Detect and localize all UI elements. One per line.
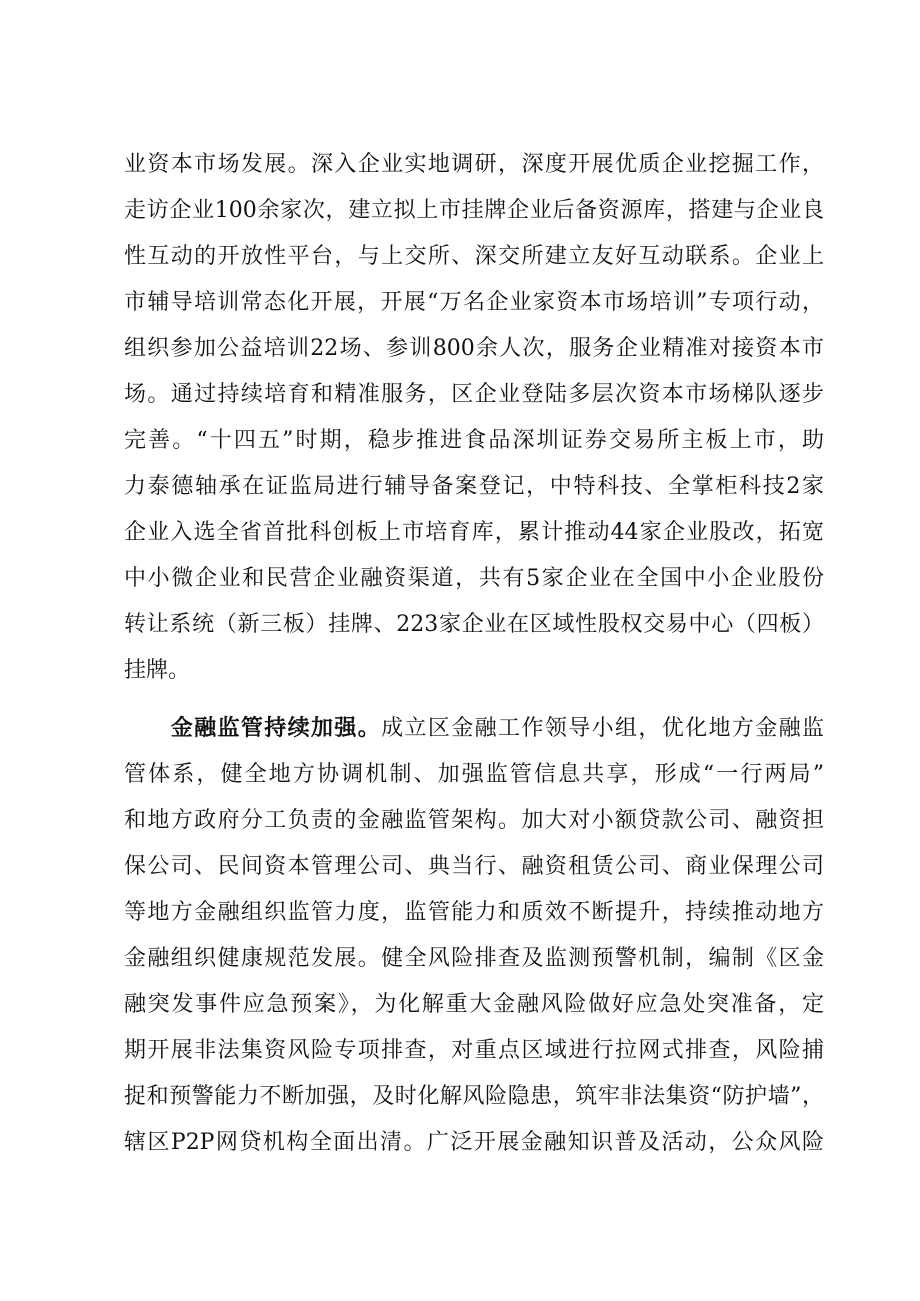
- text-line: 市辅导培训常态化开展，开展“万名企业家资本市场培训”专项行动，: [124, 290, 824, 315]
- text-line: 性互动的开放性平台，与上交所、深交所建立友好互动联系。企业上: [124, 244, 824, 269]
- text-line: 保公司、民间资本管理公司、典当行、融资租赁公司、商业保理公司: [124, 854, 824, 879]
- first-line-text: 成立区金融工作领导小组，优化地方金融监: [381, 716, 824, 741]
- paragraph-capital-market: [124, 142, 824, 694]
- text-line: 场。通过持续培育和精准服务，区企业登陆多层次资本市场梯队逐步: [124, 382, 824, 407]
- text-line: 金融组织健康规范发展。健全风险排查及监测预警机制，编制《区金: [124, 946, 824, 971]
- text-line: 期开展非法集资风险专项排查，对重点区域进行拉网式排查，风险捕: [124, 1038, 824, 1063]
- body-text: [124, 142, 824, 1166]
- text-line: 业资本市场发展。深入企业实地调研，深度开展优质企业挖掘工作，: [124, 152, 824, 177]
- text-line: 挂牌。: [124, 658, 191, 683]
- text-line: 企业入选全省首批科创板上市培育库，累计推动44家企业股改，拓宽: [124, 520, 824, 545]
- text-line: 走访企业100余家次，建立拟上市挂牌企业后备资源库，搭建与企业良: [124, 198, 824, 223]
- text-line-first: [124, 706, 824, 752]
- text-line: 捉和预警能力不断加强，及时化解风险隐患，筑牢非法集资“防护墙”，: [124, 1084, 824, 1109]
- paragraph-financial-supervision: [124, 706, 824, 1166]
- text-line: 转让系统（新三板）挂牌、223家企业在区域性股权交易中心（四板）: [124, 612, 824, 637]
- text-line: 组织参加公益培训22场、参训800余人次，服务企业精准对接资本市: [124, 336, 824, 361]
- text-line: 完善。“十四五”时期，稳步推进食品深圳证券交易所主板上市，助: [124, 428, 824, 453]
- text-line: 融突发事件应急预案》，为化解重大金融风险做好应急处突准备，定: [124, 992, 824, 1017]
- paragraph-heading: 金融监管持续加强。: [170, 716, 382, 741]
- text-line: 等地方金融组织监管力度，监管能力和质效不断提升，持续推动地方: [124, 900, 824, 925]
- text-line: 力泰德轴承在证监局进行辅导备案登记，中特科技、全掌柜科技2家: [124, 474, 824, 499]
- text-line: 辖区P2P网贷机构全面出清。广泛开展金融知识普及活动，公众风险: [124, 1130, 824, 1155]
- text-line: 和地方政府分工负责的金融监管架构。加大对小额贷款公司、融资担: [124, 808, 824, 833]
- text-line: 中小微企业和民营企业融资渠道，共有5家企业在全国中小企业股份: [124, 566, 824, 591]
- text-line: 管体系，健全地方协调机制、加强监管信息共享，形成“一行两局”: [124, 762, 824, 787]
- paragraph-spacer: [124, 694, 824, 706]
